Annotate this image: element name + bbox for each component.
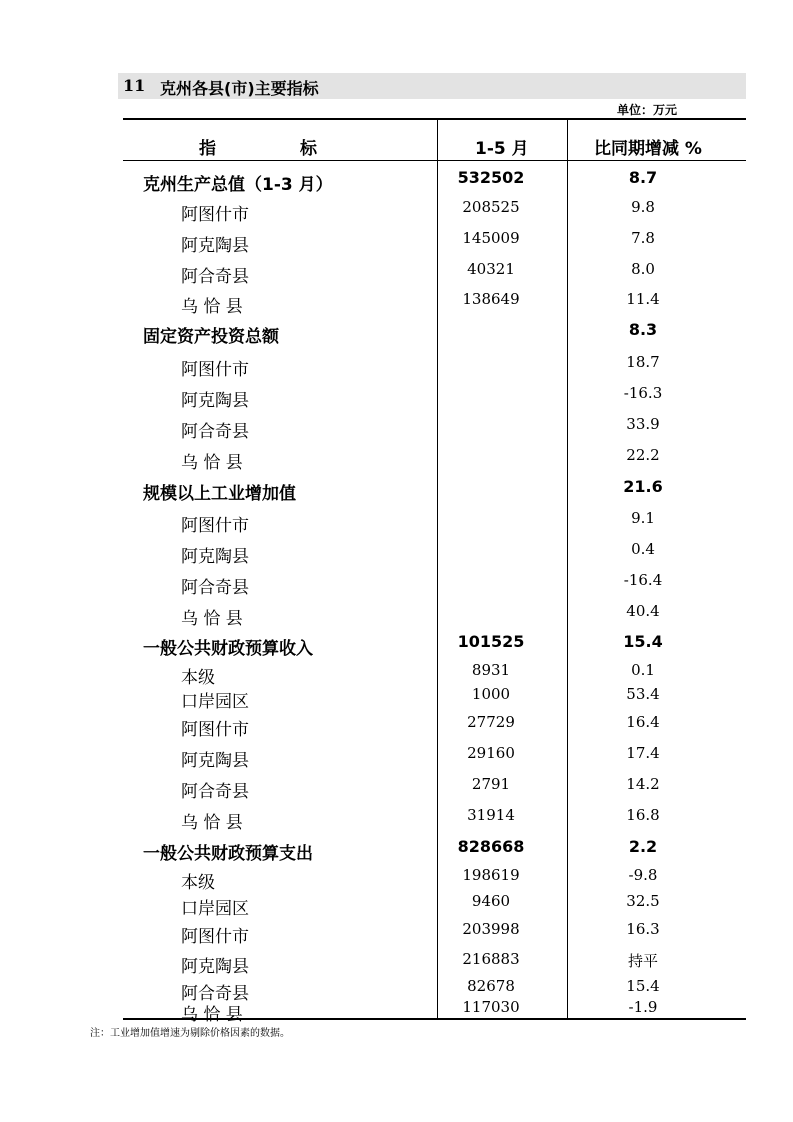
row-indicator: 阿图什市 [181, 927, 249, 947]
row-value: 216883 [462, 950, 520, 968]
row-value: 828668 [457, 837, 525, 856]
row-change: 7.8 [631, 229, 655, 247]
row-indicator: 规模以上工业增加值 [143, 484, 296, 504]
header-indicator-part1: 指 [199, 139, 216, 159]
table-row [0, 713, 793, 740]
row-value: 29160 [467, 744, 515, 762]
table-row [0, 892, 793, 919]
table-row [0, 320, 793, 347]
table-row [0, 509, 793, 536]
row-value: 82678 [467, 977, 515, 995]
table-row [0, 866, 793, 893]
row-indicator: 阿图什市 [181, 516, 249, 536]
header-rule [123, 160, 746, 161]
table-row [0, 744, 793, 771]
row-value: 2791 [471, 775, 511, 793]
row-indicator: 一般公共财政预算收入 [143, 639, 313, 659]
row-change: 9.8 [631, 198, 655, 216]
row-change: 21.6 [623, 477, 663, 496]
header-period: 1-5 月 [475, 139, 529, 159]
row-value: 101525 [457, 632, 525, 651]
row-change: 15.4 [623, 632, 663, 651]
row-change: 53.4 [626, 685, 660, 703]
table-row [0, 837, 793, 864]
row-value: 40321 [467, 260, 515, 278]
row-indicator: 本级 [181, 668, 215, 688]
table-title: 克州各县(市)主要指标 [160, 79, 319, 98]
row-indicator: 阿合奇县 [181, 422, 249, 442]
row-indicator: 口岸园区 [181, 899, 249, 919]
row-indicator: 乌 恰 县 [181, 453, 243, 473]
row-change: -9.8 [628, 866, 658, 884]
row-indicator: 阿图什市 [181, 360, 249, 380]
row-change: 15.4 [626, 977, 660, 995]
row-value: 1000 [471, 685, 511, 703]
table-row [0, 260, 793, 287]
row-change: 持平 [627, 952, 659, 970]
row-indicator: 乌 恰 县 [181, 609, 243, 629]
table-row [0, 540, 793, 567]
row-change: 16.8 [626, 806, 660, 824]
table-row [0, 806, 793, 833]
row-indicator: 阿克陶县 [181, 957, 249, 977]
table-row [0, 290, 793, 317]
row-change: 8.0 [631, 260, 655, 278]
table-row [0, 477, 793, 504]
row-indicator: 乌 恰 县 [181, 297, 243, 317]
table-top-rule [123, 118, 746, 120]
row-change: 40.4 [626, 602, 660, 620]
row-change: 8.3 [628, 320, 658, 339]
table-row [0, 685, 793, 712]
row-change: 11.4 [626, 290, 660, 308]
row-change: 8.7 [628, 168, 658, 187]
unit-label: 单位：万元 [617, 103, 678, 117]
row-value: 145009 [462, 229, 520, 247]
header-indicator-part2: 标 [300, 139, 317, 159]
table-row [0, 198, 793, 225]
row-value: 27729 [467, 713, 515, 731]
row-change: 0.4 [631, 540, 655, 558]
header-change: 比同期增减 % [594, 139, 702, 159]
row-change: 22.2 [626, 446, 660, 464]
row-change: 0.1 [631, 661, 655, 679]
row-indicator: 阿图什市 [181, 720, 249, 740]
row-value: 31914 [467, 806, 515, 824]
row-indicator: 阿图什市 [181, 205, 249, 225]
footnote: 注：工业增加值增速为剔除价格因素的数据。 [90, 1028, 290, 1039]
table-title-bar [118, 73, 746, 99]
row-indicator: 乌 恰 县 [181, 813, 243, 833]
table-row [0, 384, 793, 411]
table-row [0, 775, 793, 802]
row-value: 208525 [462, 198, 520, 216]
row-value: 9460 [471, 892, 511, 910]
table-row [0, 571, 793, 598]
row-indicator: 固定资产投资总额 [143, 327, 279, 347]
row-value: 8931 [471, 661, 511, 679]
row-change: 16.4 [626, 713, 660, 731]
row-indicator: 乌 恰 县 [181, 1005, 243, 1025]
row-indicator: 阿合奇县 [181, 984, 249, 1004]
table-row [0, 602, 793, 629]
row-change: -16.4 [623, 571, 663, 589]
row-indicator: 阿克陶县 [181, 751, 249, 771]
row-change: 32.5 [626, 892, 660, 910]
row-value: 117030 [462, 998, 520, 1016]
row-indicator: 克州生产总值（1-3 月） [143, 175, 333, 195]
row-change: -1.9 [628, 998, 658, 1016]
table-row [0, 415, 793, 442]
row-change: 14.2 [626, 775, 660, 793]
row-indicator: 阿克陶县 [181, 236, 249, 256]
row-indicator: 阿合奇县 [181, 267, 249, 287]
table-number: 11 [123, 76, 146, 95]
row-change: 9.1 [631, 509, 655, 527]
row-indicator: 本级 [181, 873, 215, 893]
table-row [0, 168, 793, 195]
table-row [0, 229, 793, 256]
table-row [0, 353, 793, 380]
table-row [0, 998, 793, 1025]
row-change: 16.3 [626, 920, 660, 938]
row-value: 198619 [462, 866, 520, 884]
row-indicator: 阿克陶县 [181, 547, 249, 567]
row-indicator: 阿合奇县 [181, 782, 249, 802]
row-change: 2.2 [628, 837, 658, 856]
table-row [0, 950, 793, 977]
row-indicator: 一般公共财政预算支出 [143, 844, 313, 864]
row-value: 203998 [462, 920, 520, 938]
row-indicator: 口岸园区 [181, 692, 249, 712]
row-change: 18.7 [626, 353, 660, 371]
table-row [0, 920, 793, 947]
row-indicator: 阿克陶县 [181, 391, 249, 411]
row-value: 138649 [462, 290, 520, 308]
row-change: 33.9 [626, 415, 660, 433]
table-row [0, 661, 793, 688]
row-indicator: 阿合奇县 [181, 578, 249, 598]
row-change: -16.3 [623, 384, 663, 402]
table-row [0, 632, 793, 659]
row-change: 17.4 [626, 744, 660, 762]
row-value: 532502 [457, 168, 525, 187]
table-row [0, 446, 793, 473]
